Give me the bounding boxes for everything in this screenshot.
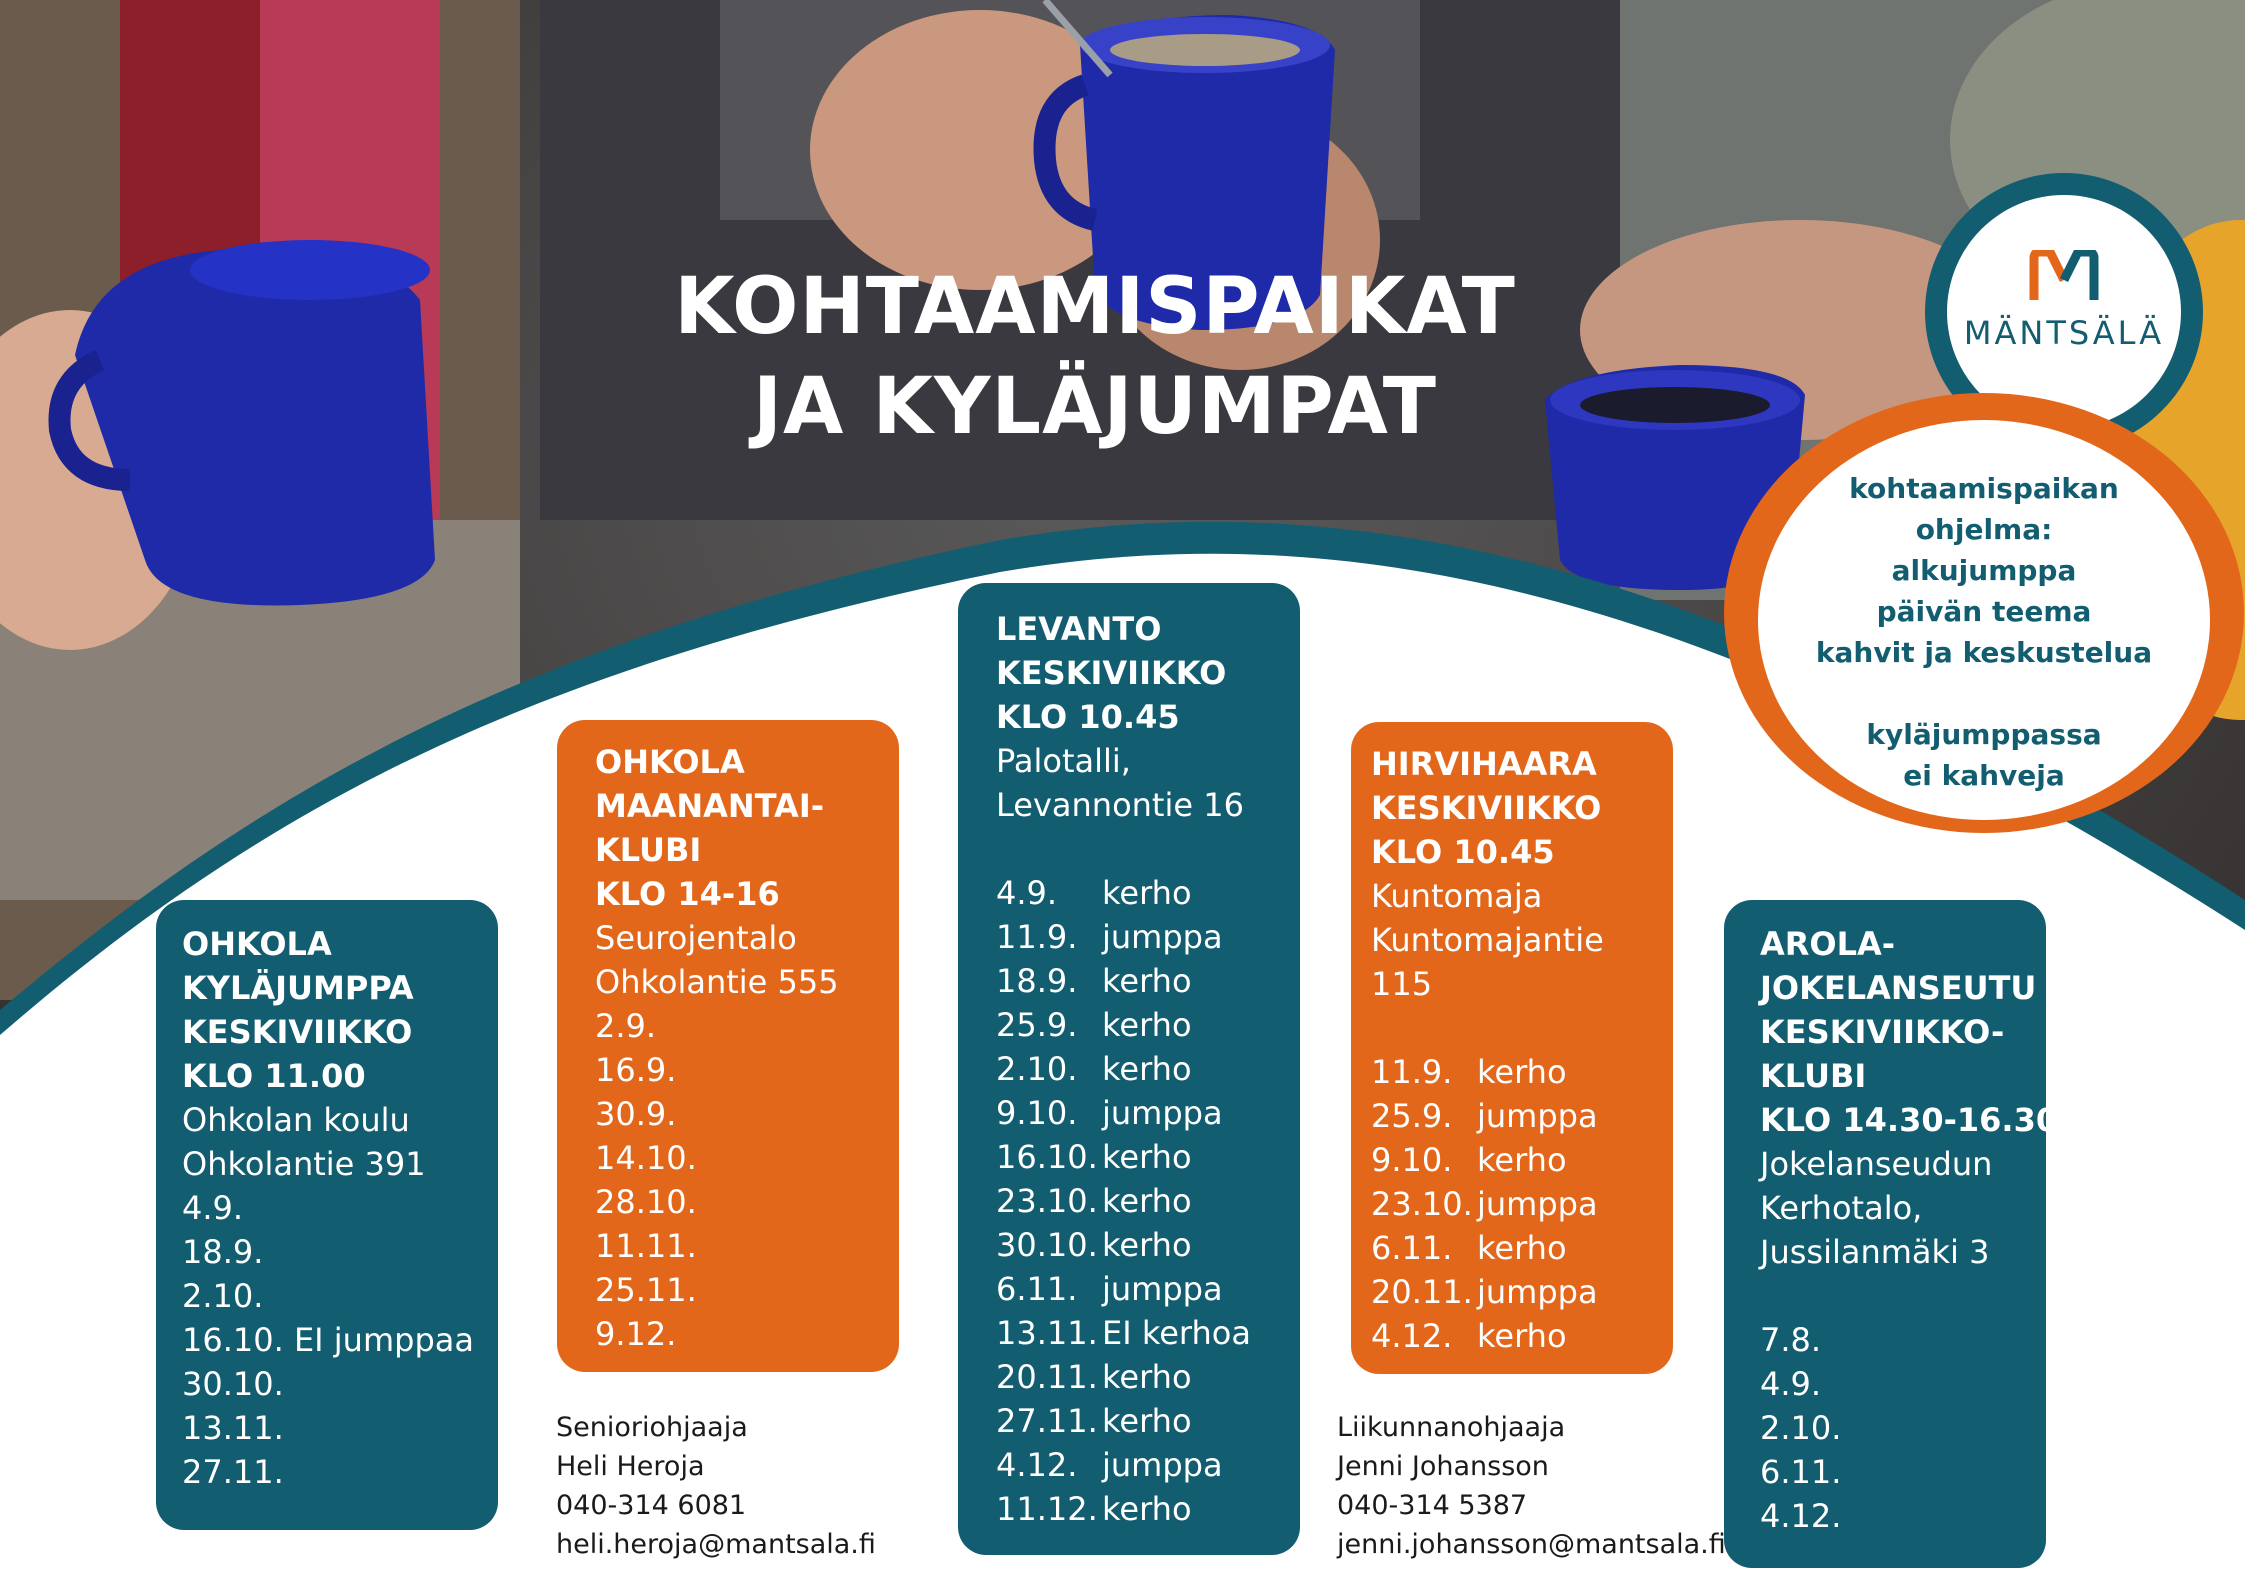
card-heading: KESKIVIIKKO: [182, 1013, 413, 1051]
schedule-date: 4.12.: [996, 1446, 1078, 1484]
contact-liikunnanohjaaja: [1337, 1408, 1726, 1564]
schedule-row: [996, 871, 1274, 915]
card-venue: Palotalli,: [996, 742, 1131, 780]
program-line: kahvit ja keskustelua: [1815, 636, 2153, 669]
schedule-activity: kerho: [1477, 1229, 1567, 1267]
schedule-activity: kerho: [1477, 1317, 1567, 1355]
title-line-2: JA KYLÄJUMPAT: [752, 362, 1438, 452]
contact-email[interactable]: heli.heroja@mantsala.fi: [556, 1529, 876, 1560]
schedule-activity: kerho: [1102, 1358, 1192, 1396]
program-note-line: ei kahveja: [1903, 759, 2065, 792]
card-date: 16.10. EI jumppaa: [182, 1321, 474, 1359]
card-ohkola-kylajumppa: [156, 900, 498, 1530]
card-heading: KLUBI: [595, 831, 702, 869]
schedule-row: [1371, 1050, 1647, 1094]
schedule-row: [996, 1047, 1274, 1091]
schedule-date: 16.10.: [996, 1138, 1098, 1176]
schedule-activity: kerho: [1102, 1050, 1192, 1088]
card-time: KLO 10.45: [996, 698, 1180, 736]
schedule-activity: jumppa: [1477, 1097, 1598, 1135]
schedule-row: [996, 1355, 1274, 1399]
contact-name: Heli Heroja: [556, 1451, 705, 1482]
card-heading: KESKIVIIKKO: [996, 654, 1227, 692]
schedule-activity: kerho: [1102, 1182, 1192, 1220]
contact-phone[interactable]: 040-314 6081: [556, 1490, 747, 1521]
schedule-date: 30.10.: [996, 1226, 1098, 1264]
schedule-row: [1371, 1094, 1647, 1138]
schedule-row: [1371, 1314, 1647, 1358]
schedule-date: 11.12.: [996, 1490, 1098, 1528]
schedule-activity: kerho: [1102, 1006, 1192, 1044]
card-venue: Jokelanseudun: [1760, 1145, 1993, 1183]
schedule-date: 25.9.: [1371, 1097, 1453, 1135]
schedule-row: [996, 1487, 1274, 1531]
card-date: 28.10.: [595, 1183, 697, 1221]
schedule-date: 4.12.: [1371, 1317, 1453, 1355]
card-date: 18.9.: [182, 1233, 264, 1271]
card-heading: JOKELANSEUTU: [1760, 969, 2037, 1007]
program-line: päivän teema: [1876, 595, 2092, 628]
schedule-row: [1371, 1182, 1647, 1226]
card-address: 115: [1371, 965, 1433, 1003]
schedule-row: [996, 1223, 1274, 1267]
card-date: 6.11.: [1760, 1453, 1842, 1491]
schedule-row: [996, 1003, 1274, 1047]
card-date: 30.10.: [182, 1365, 284, 1403]
card-venue: Kerhotalo,: [1760, 1189, 1923, 1227]
card-address: Kuntomajantie: [1371, 921, 1604, 959]
schedule-activity: kerho: [1477, 1141, 1567, 1179]
card-date: 30.9.: [595, 1095, 677, 1133]
card-heading: AROLA-: [1760, 925, 1896, 963]
card-date: 2.10.: [182, 1277, 264, 1315]
schedule-activity: kerho: [1102, 874, 1192, 912]
card-heading: LEVANTO: [996, 610, 1162, 648]
card-heading: KESKIVIIKKO: [1371, 789, 1602, 827]
schedule-date: 9.10.: [1371, 1141, 1453, 1179]
contact-senioriohjaaja: [556, 1408, 876, 1564]
schedule-row: [996, 1267, 1274, 1311]
card-arola-jokelanseutu: [1724, 900, 2059, 1568]
card-hirvihaara: [1351, 722, 1673, 1374]
card-time: KLO 14-16: [595, 875, 780, 913]
card-date: 11.11.: [595, 1227, 697, 1265]
card-heading: OHKOLA: [182, 925, 332, 963]
schedule-date: 2.10.: [996, 1050, 1078, 1088]
card-date: 2.9.: [595, 1007, 657, 1045]
schedule-row: [996, 1443, 1274, 1487]
card-address: Levannontie 16: [996, 786, 1244, 824]
schedule-date: 4.9.: [996, 874, 1058, 912]
schedule-date: 25.9.: [996, 1006, 1078, 1044]
schedule-date: 6.11.: [996, 1270, 1078, 1308]
schedule-row: [996, 1091, 1274, 1135]
schedule-activity: jumppa: [1102, 1446, 1223, 1484]
schedule-row: [996, 1311, 1274, 1355]
card-heading: OHKOLA: [595, 743, 745, 781]
schedule-activity: EI kerhoa: [1102, 1314, 1251, 1352]
card-date: 16.9.: [595, 1051, 677, 1089]
program-line: ohjelma:: [1915, 513, 2053, 546]
schedule-date: 20.11.: [996, 1358, 1098, 1396]
program-line: kohtaamispaikan: [1849, 472, 2119, 505]
schedule-row: [996, 1135, 1274, 1179]
schedule-date: 20.11.: [1371, 1273, 1473, 1311]
program-text: [1758, 420, 2210, 820]
mantsala-logo-icon: [2028, 250, 2100, 302]
card-venue: Seurojentalo: [595, 919, 797, 957]
schedule-date: 6.11.: [1371, 1229, 1453, 1267]
title-line-1: KOHTAAMISPAIKAT: [674, 262, 1516, 352]
card-date: 2.10.: [1760, 1409, 1842, 1447]
card-date: 4.9.: [1760, 1365, 1822, 1403]
card-venue: Kuntomaja: [1371, 877, 1543, 915]
card-time: KLO 11.00: [182, 1057, 366, 1095]
card-date: 13.11.: [182, 1409, 284, 1447]
card-heading: KLUBI: [1760, 1057, 1867, 1095]
card-date: 4.9.: [182, 1189, 244, 1227]
schedule-activity: kerho: [1477, 1053, 1567, 1091]
card-address: Ohkolantie 555: [595, 963, 839, 1001]
card-time: KLO 14.30-16.30: [1760, 1101, 2059, 1139]
program-line: alkujumppa: [1891, 554, 2077, 587]
schedule-activity: kerho: [1102, 1490, 1192, 1528]
card-heading: MAANANTAI-: [595, 787, 824, 825]
schedule-date: 11.9.: [996, 918, 1078, 956]
logo-text: MÄNTSÄLÄ: [1963, 314, 2165, 352]
card-heading: HIRVIHAARA: [1371, 745, 1597, 783]
card-date: 27.11.: [182, 1453, 284, 1491]
card-date: 14.10.: [595, 1139, 697, 1177]
card-levanto: [958, 583, 1300, 1555]
schedule-activity: jumppa: [1102, 1094, 1223, 1132]
contact-role: Liikunnanohjaaja: [1337, 1412, 1566, 1443]
schedule-row: [996, 1399, 1274, 1443]
card-heading: KYLÄJUMPPA: [182, 969, 414, 1007]
schedule-date: 23.10.: [1371, 1185, 1473, 1223]
card-address: Jussilanmäki 3: [1760, 1233, 1990, 1271]
schedule-row: [996, 959, 1274, 1003]
card-date: 4.12.: [1760, 1497, 1842, 1535]
card-venue: Ohkolan koulu: [182, 1101, 410, 1139]
card-address: Ohkolantie 391: [182, 1145, 426, 1183]
schedule-date: 11.9.: [1371, 1053, 1453, 1091]
card-date: 7.8.: [1760, 1321, 1822, 1359]
card-date: 25.11.: [595, 1271, 697, 1309]
schedule-date: 9.10.: [996, 1094, 1078, 1132]
schedule-activity: kerho: [1102, 1226, 1192, 1264]
schedule-activity: jumppa: [1477, 1273, 1598, 1311]
schedule-row: [996, 915, 1274, 959]
schedule-activity: kerho: [1102, 1402, 1192, 1440]
contact-name: Jenni Johansson: [1337, 1451, 1549, 1482]
schedule-activity: jumppa: [1102, 918, 1223, 956]
schedule-activity: jumppa: [1477, 1185, 1598, 1223]
schedule-date: 13.11.: [996, 1314, 1098, 1352]
card-time: KLO 10.45: [1371, 833, 1555, 871]
schedule-row: [996, 1179, 1274, 1223]
schedule-row: [1371, 1270, 1647, 1314]
schedule-row: [1371, 1226, 1647, 1270]
schedule-date: 23.10.: [996, 1182, 1098, 1220]
contact-phone[interactable]: 040-314 5387: [1337, 1490, 1528, 1521]
schedule-activity: jumppa: [1102, 1270, 1223, 1308]
schedule-date: 27.11.: [996, 1402, 1098, 1440]
contact-email[interactable]: jenni.johansson@mantsala.fi: [1337, 1529, 1726, 1560]
program-note-line: kyläjumppassa: [1866, 718, 2102, 751]
schedule-activity: kerho: [1102, 962, 1192, 1000]
schedule-row: [1371, 1138, 1647, 1182]
card-date: 9.12.: [595, 1315, 677, 1353]
schedule-date: 18.9.: [996, 962, 1078, 1000]
card-heading: KESKIVIIKKO-: [1760, 1013, 2005, 1051]
card-ohkola-maanantaiklubi: [557, 720, 899, 1372]
schedule-activity: kerho: [1102, 1138, 1192, 1176]
contact-role: Senioriohjaaja: [556, 1412, 748, 1443]
